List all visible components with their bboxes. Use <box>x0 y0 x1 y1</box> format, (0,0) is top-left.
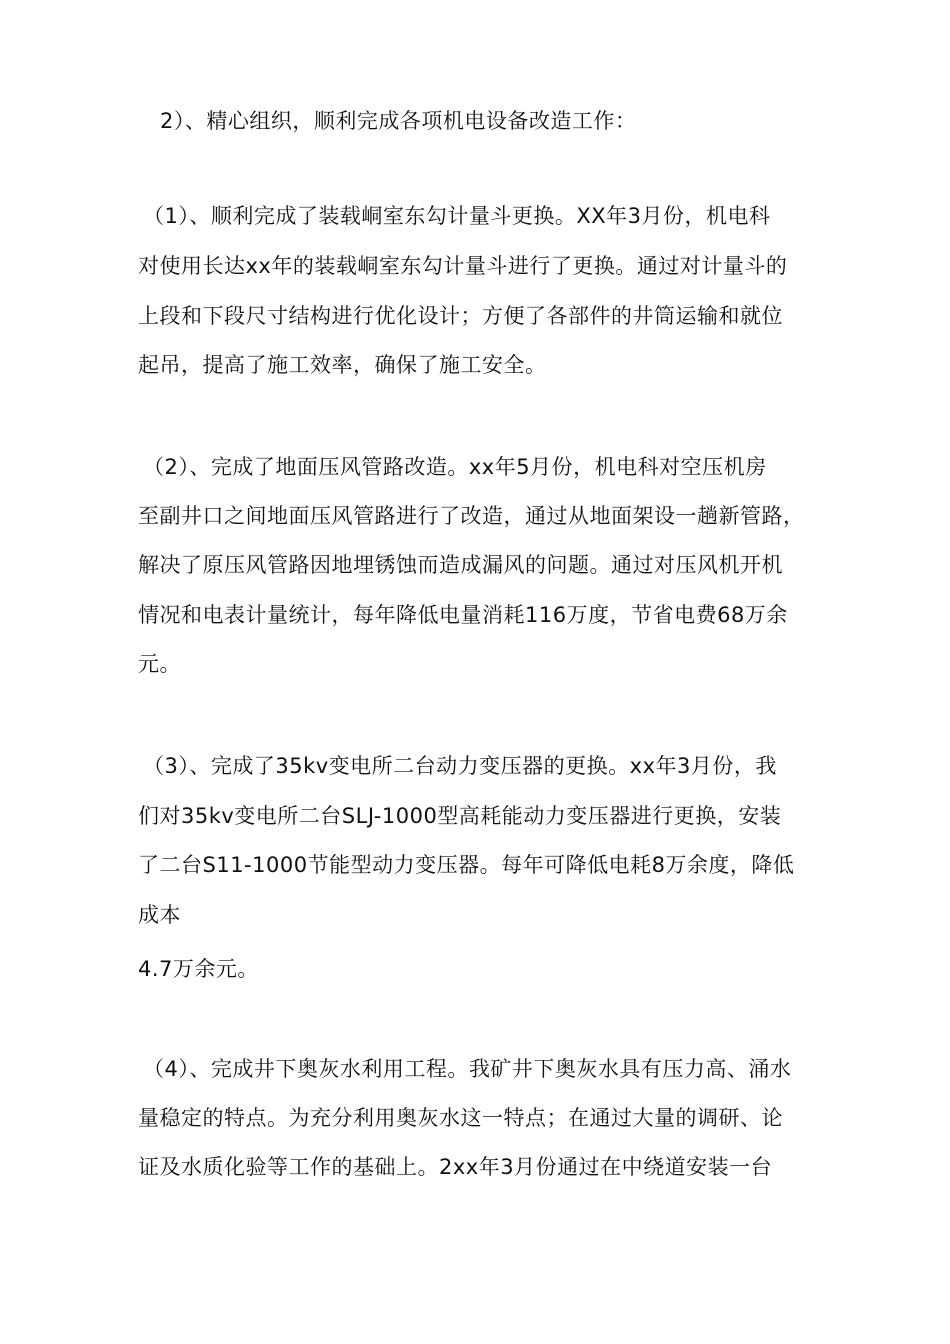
paragraph-line: 上段和下段尺寸结构进行优化设计；方便了各部件的井筒运输和就位 <box>138 304 783 328</box>
paragraph-line: 4.7万余元。 <box>138 957 259 981</box>
paragraph-line: 们对35kv变电所二台SLJ-1000型高耗能动力变压器进行更换，安装 <box>138 804 782 828</box>
paragraph-line: （1）、顺利完成了装载峒室东勾计量斗更换。XX年3月份，机电科 <box>143 204 771 228</box>
section-heading: 2）、精心组织，顺利完成各项机电设备改造工作： <box>160 109 637 133</box>
paragraph-line: 元。 <box>138 652 181 676</box>
paragraph-line: 成本 <box>138 903 181 927</box>
paragraph-line: （4）、完成井下奥灰水利用工程。我矿井下奥灰水具有压力高、涌水 <box>143 1057 792 1081</box>
paragraph-line: （3）、完成了35kv变电所二台动力变压器的更换。xx年3月份，我 <box>143 754 777 778</box>
paragraph-line: 情况和电表计量统计，每年降低电量消耗116万度，节省电费68万余 <box>138 603 788 627</box>
paragraph-line: 量稳定的特点。为充分利用奥灰水这一特点；在通过大量的调研、论 <box>138 1106 783 1130</box>
paragraph-line: 起吊，提高了施工效率，确保了施工安全。 <box>138 353 547 377</box>
paragraph-line: 解决了原压风管路因地埋锈蚀而造成漏风的问题。通过对压风机开机 <box>138 553 783 577</box>
paragraph-line: 了二台S11-1000节能型动力变压器。每年可降低电耗8万余度，降低 <box>138 853 795 877</box>
paragraph-line: 对使用长达xx年的装载峒室东勾计量斗进行了更换。通过对计量斗的 <box>138 254 788 278</box>
paragraph-line: （2）、完成了地面压风管路改造。xx年5月份，机电科对空压机房 <box>143 455 767 479</box>
paragraph-line: 证及水质化验等工作的基础上。2xx年3月份通过在中绕道安装一台 <box>138 1155 773 1179</box>
paragraph-line: 至副井口之间地面压风管路进行了改造，通过从地面架设一趟新管路， <box>138 504 805 528</box>
